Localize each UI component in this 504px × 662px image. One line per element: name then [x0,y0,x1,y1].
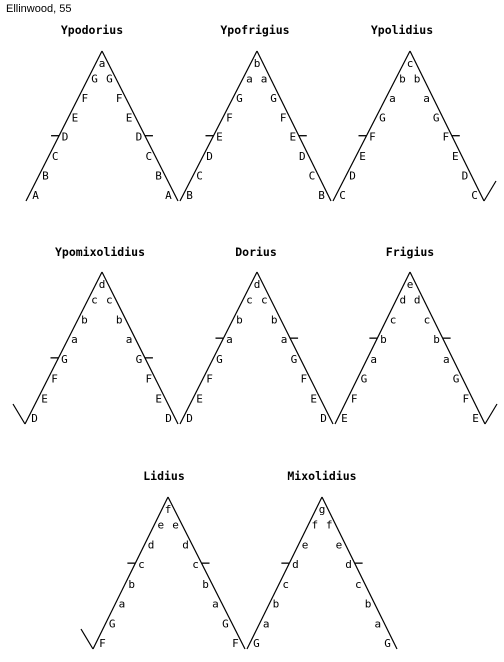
mode-title: Dorius [235,245,277,259]
note-label: G [106,72,113,86]
note-label: E [310,392,317,406]
note-label: a [370,352,377,366]
note-label: b [364,597,372,611]
descending-stroke [322,497,397,649]
note-label: g [318,503,326,516]
mode-ypodorius [26,23,178,202]
note-label: a [118,597,126,611]
note-label: E [341,412,348,425]
note-label: b [128,577,135,591]
note-label: a [226,333,233,347]
note-label: c [389,313,397,327]
mode-frigius [335,245,497,425]
note-label: D [186,412,193,425]
note-label: F [226,111,233,125]
note-label: E [155,392,162,406]
note-label: F [99,637,106,650]
descending-stroke [257,272,333,424]
note-label: C [339,189,346,202]
note-label: b [272,597,280,611]
note-label: E [125,111,133,125]
note-label: d [147,538,155,552]
note-label: c [91,293,98,307]
note-label: c [423,313,431,327]
note-label: a [374,617,382,631]
note-label: E [359,150,366,164]
descending-stroke [168,497,245,649]
note-label: e [335,538,343,552]
mode-title: Ypolidius [370,23,434,37]
note-label: F [300,372,308,386]
note-label: A [165,189,172,202]
note-label: a [260,72,268,86]
note-label: c [355,577,362,591]
note-label: C [471,189,478,202]
note-label: c [192,558,199,572]
note-label: e [301,538,309,552]
note-label: G [253,637,260,650]
descending-stroke [410,272,485,424]
mode-title: Ypodorius [60,23,124,37]
note-label: d [413,293,421,307]
note-label: G [452,372,460,386]
note-label: G [135,352,143,366]
tail-stroke [81,629,93,649]
note-label: F [442,130,450,144]
note-label: f [325,518,333,532]
note-label: F [115,91,123,105]
note-label: G [360,372,368,386]
note-label: c [261,293,268,307]
note-label: E [216,130,223,144]
note-label: a [125,333,133,347]
note-label: G [91,72,98,86]
note-label: a [389,91,396,105]
note-label: b [81,313,88,327]
note-label: F [81,91,89,105]
note-label: D [349,169,356,183]
descending-stroke [410,51,484,201]
note-label: D [461,169,469,183]
note-label: D [299,150,306,164]
note-label: E [452,150,459,164]
mode-mixolidius [247,469,397,650]
note-label: E [71,111,79,125]
note-label: F [206,372,213,386]
note-label: D [61,130,69,144]
note-label: E [289,130,297,144]
mode-title: Mixolidius [287,469,357,483]
mode-title: Lidius [143,469,185,483]
tail-stroke [485,404,497,424]
note-label: c [106,293,113,307]
note-label: d [399,293,407,307]
note-label: F [369,130,376,144]
note-label: a [71,333,78,347]
mode-title: Ypomixolidius [54,245,146,259]
mode-ypofrigius [180,23,331,202]
note-label: B [155,169,162,183]
descending-stroke [102,51,178,201]
note-label: b [380,333,387,347]
mode-ypomixolidius [13,245,178,425]
note-label: f [164,503,172,516]
note-label: d [98,278,106,291]
note-label: G [61,352,68,366]
descending-stroke [102,272,178,424]
note-label: b [270,313,278,327]
note-label: a [212,597,219,611]
note-label: E [41,392,48,406]
mode-title: Ypofrigius [220,23,290,37]
note-label: e [157,518,165,532]
note-label: F [279,111,287,125]
note-label: a [246,72,253,86]
note-label: G [290,352,298,366]
note-label: b [236,313,243,327]
note-label: b [202,577,209,591]
note-label: c [282,577,289,591]
note-label: b [115,313,123,327]
note-label: G [108,617,116,631]
note-label: c [406,57,414,70]
note-label: a [423,91,430,105]
note-label: G [432,111,440,125]
note-label: D [165,412,172,425]
note-label: F [232,637,239,650]
tail-stroke [13,404,25,424]
note-label: C [145,150,153,164]
note-label: d [345,558,352,572]
note-label: B [42,169,49,183]
note-label: d [253,278,261,291]
note-label: G [236,91,243,105]
note-label: a [443,352,450,366]
descending-stroke [257,51,331,201]
note-label: C [196,169,203,183]
note-label: F [350,392,358,406]
note-label: E [472,412,479,425]
note-label: D [320,412,327,425]
note-label: c [246,293,253,307]
note-label: a [262,617,270,631]
note-label: G [216,352,223,366]
note-label: G [222,617,229,631]
note-label: b [433,333,440,347]
note-label: A [32,189,39,202]
note-label: G [384,637,391,650]
note-label: D [31,412,38,425]
note-label: D [135,130,143,144]
mode-title: Frigius [385,245,435,259]
note-label: C [308,169,316,183]
note-label: b [413,72,421,86]
note-label: G [270,91,277,105]
note-label: d [182,538,189,552]
note-label: F [51,372,58,386]
note-label: D [206,150,213,164]
tail-stroke [484,181,496,201]
note-label: d [292,558,299,572]
mode-ypolidius [333,23,496,202]
note-label: B [186,189,193,202]
note-label: c [138,558,145,572]
note-label: b [253,57,261,70]
note-label: e [406,278,414,291]
mode-dorius [180,245,333,425]
mode-lidius [81,469,245,650]
note-label: f [311,518,319,532]
note-label: F [145,372,153,386]
note-label: G [379,111,386,125]
note-label: E [196,392,203,406]
note-label: a [98,57,106,70]
credit-label: Ellinwood, 55 [6,3,72,15]
note-label: B [318,189,325,202]
note-label: C [51,150,59,164]
note-label: b [399,72,406,86]
note-label: F [462,392,470,406]
note-label: e [172,518,179,532]
note-label: a [280,333,288,347]
